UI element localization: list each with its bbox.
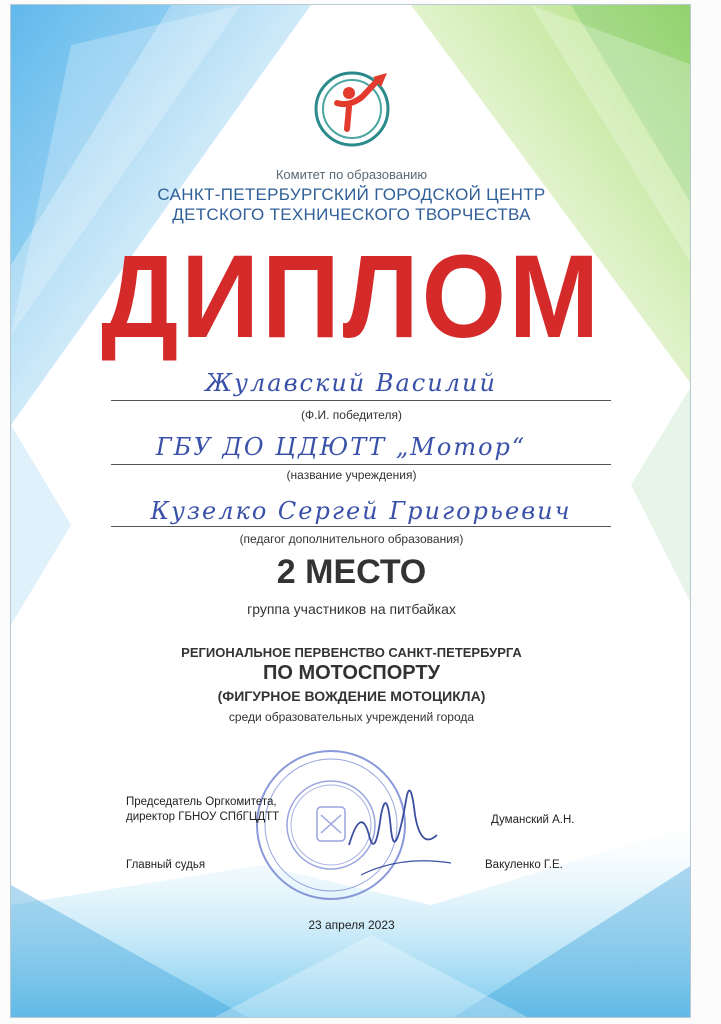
institution-line <box>111 464 611 465</box>
winner-caption: (Ф.И. победителя) <box>301 408 402 422</box>
organization-line-2: ДЕТСКОГО ТЕХНИЧЕСКОГО ТВОРЧЕСТВА <box>172 205 531 224</box>
teacher-line <box>111 526 611 527</box>
diploma-title: ДИПЛОМ <box>100 231 602 363</box>
award-date: 23 апреля 2023 <box>308 918 395 932</box>
teacher-caption: (педагог дополнительного образования) <box>239 532 464 546</box>
chairman-title-line-2: директор ГБНОУ СПбГЦДТТ <box>126 811 280 823</box>
logo-image <box>307 63 397 153</box>
institution-caption: (название учреждения) <box>286 468 417 482</box>
participants-note: среди образовательных учреждений города <box>228 710 475 724</box>
chairman-title <box>126 795 326 825</box>
discipline-title: (ФИГУРНОЕ ВОЖДЕНИЕ МОТОЦИКЛА) <box>217 688 486 704</box>
sport-title: ПО МОТОСПОРТУ <box>262 662 441 684</box>
chairman-title-line-1: Председатель Оргкомитета, <box>126 796 277 808</box>
organization-line-1: САНКТ-ПЕТЕРБУРГСКИЙ ГОРОДСКОЙ ЦЕНТР <box>157 185 546 204</box>
place-heading: 2 МЕСТО <box>276 553 427 591</box>
organization-name <box>11 185 691 225</box>
chairman-name: Думанский А.Н. <box>491 814 575 826</box>
institution-name: ГБУ ДО ЦДЮТТ „Мотор“ <box>155 433 527 461</box>
diploma-frame <box>10 4 691 1018</box>
teacher-name: Кузелко Сергей Григорьевич <box>150 497 572 525</box>
chief-judge-title: Главный судья <box>126 859 206 871</box>
committee-label: Комитет по образованию <box>275 167 428 182</box>
group-label: группа участников на питбайках <box>247 601 456 617</box>
signature-mark <box>341 775 461 885</box>
winner-line <box>111 400 611 401</box>
championship-title: РЕГИОНАЛЬНОЕ ПЕРВЕНСТВО САНКТ-ПЕТЕРБУРГА <box>181 645 522 660</box>
chief-judge-name: Вакуленко Г.Е. <box>485 859 563 871</box>
winner-name: Жулавский Василий <box>205 369 497 397</box>
